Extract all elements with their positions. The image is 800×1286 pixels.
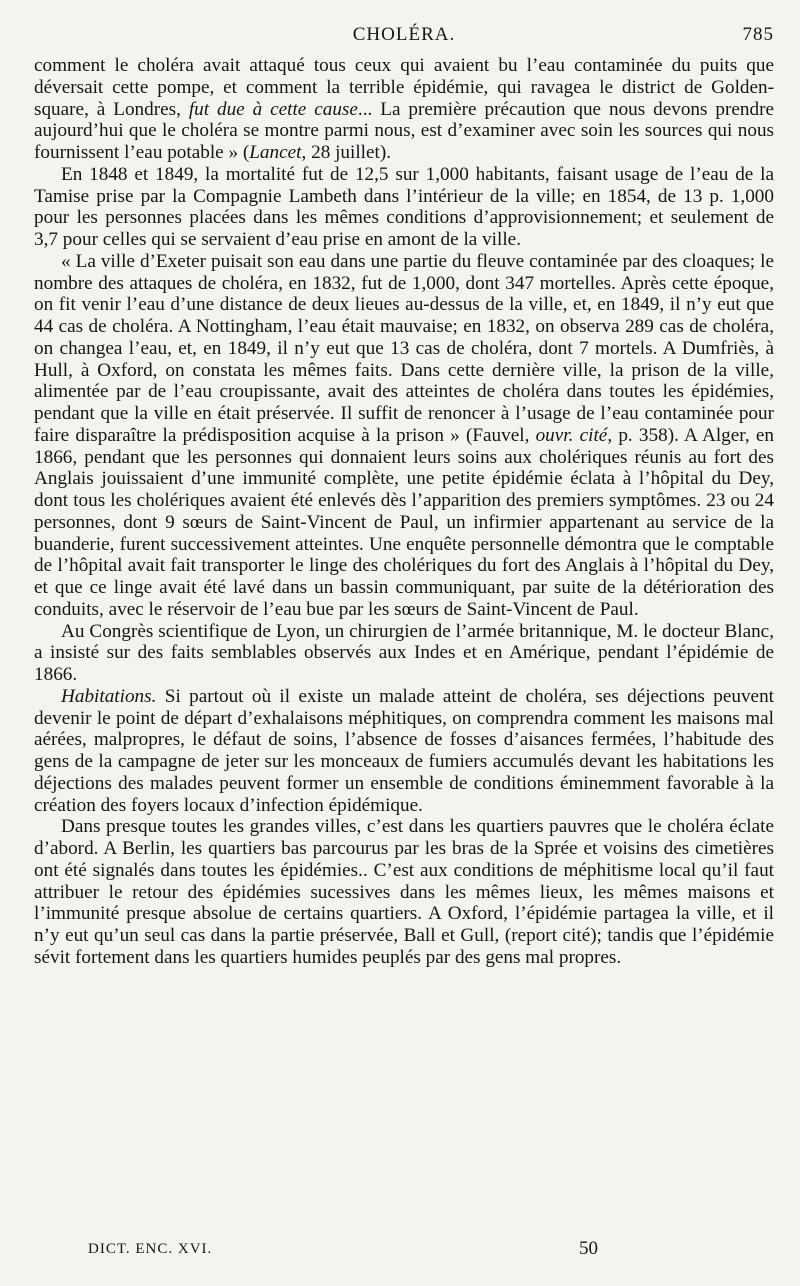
italic-text: Lancet: [249, 142, 302, 163]
italic-text: fut due à cette cause: [188, 98, 358, 120]
text-run: « La ville d’Exeter puisait son eau dans une partie du fleuve contaminée par des cloaques; le nombre des attaques de choléra, en 1832, fut de 1,000, dont 347 mortelles. Après cette époque, on fit venir l’eau d’une distance de deux lieues au-dessus de la ville, et, en 1849, il n’y eut que 44 cas de choléra. A Nottingham, l’eau était mauvaise; en 1832, on observa 289 cas de choléra, on changea l’eau, et, en 1849, il n’y eut que 13 cas de choléra, dont 7 mortels. A Dumfriès, à Hull, à Oxford, on constata les mêmes faits. Dans cette dernière ville, la prison de la ville, alimentée par de l’eau croupissante, avait des atteintes de choléra dans toutes les épidémies, pendant que la ville en était préservée. Il suffit de renoncer à l’usage de l’eau contaminée pour faire disparaître la prédisposition acquise à la prison » (Fauvel,: [34, 250, 774, 446]
paragraph: [34, 55, 774, 164]
page: [34, 0, 774, 1286]
text-run: Dans presque toutes les grandes villes, c’est dans les quartiers pauvres que le choléra éclate d’abord. A Berlin, les quartiers bas parcourus par les bras de la Sprée et voisins des cimetières ont été signalés dans toutes les épidémies.. C’est aux conditions de méphitisme local qu’il faut attribuer le retour des épidémies sucessives dans les mêmes lieux, les mêmes maisons et l’immunité presque absolue de certains quartiers. A Oxford, l’épidémie partagea la ville, et il n’y eut qu’un seul cas dans la partie préservée, Ball et Gull, (report cité); tandis que l’épidémie sévit fortement dans les quartiers humides peuplés par des gens mal propres.: [34, 816, 774, 968]
text-run: ... La première précaution que nous devons prendre aujourd’hui que le choléra se montre parmi nous, est d’examiner avec soin les sources qui nous fournissent l’eau potable » (: [34, 98, 775, 163]
paragraph: [34, 251, 774, 621]
page-number: 785: [742, 24, 774, 45]
text-run: comment le choléra avait attaqué tous ceux qui avaient bu l’eau contaminée du puits que déversait cette pompe, et comment la terrible épidémie, qui ravagea le district de Golden-square, à Londres,: [34, 55, 774, 120]
signature-mark: DICT. ENC. XVI.: [88, 1241, 213, 1257]
italic-text: ouvr. cité: [535, 424, 608, 446]
text-run: Au Congrès scientifique de Lyon, un chirurgien de l’armée britannique, M. le docteur Blanc, a insisté sur des faits semblables observés aux Indes et en Amérique, pendant l’épidémie de 1866.: [34, 620, 774, 685]
text-run: , 28 juillet).: [301, 142, 392, 163]
text-run: , p. 358). A Alger, en 1866, pendant que les personnes qui donnaient leurs soins aux cholériques réunis au fort des Anglais jouissaient d’une immunité complète, une petite épidémie éclata à l’hôpital du Dey, dont tous les cholériques avaient été enlevés dès l’apparition des premiers symptômes. 23 ou 24 personnes, dont 9 sœurs de Saint-Vincent de Paul, un infirmier appartenant au service de la buanderie, furent successivement atteintes. Une enquête personnelle démontra que le comptable de l’hôpital avait fait transporter le linge des cholériques du fort des Anglais à l’hôpital du Dey, et que ce linge avait été lavé dans un bassin communiquant, par suite de la détérioration des conduits, avec le réservoir de l’eau bue par les sœurs de Saint-Vincent de Paul.: [34, 424, 774, 620]
page-footer: [34, 1238, 774, 1268]
italic-text: Habitations.: [61, 685, 157, 707]
paragraph: [34, 686, 774, 817]
sheet-number: 50: [579, 1238, 598, 1259]
paragraph: [34, 621, 774, 686]
running-head: [34, 24, 774, 54]
text-run: Si partout où il existe un malade atteint de choléra, ses déjections peuvent devenir le point de départ d’exhalaisons méphitiques, on comprendra comment les maisons mal aérées, malpropres, le défaut de soins, l’absence de fosses d’aisances fermées, l’habitude des gens de la campagne de jeter sur les monceaux de fumiers accumulés devant les habitations les déjections des malades peuvent former un ensemble de conditions éminemment favorable à la création des foyers locaux d’infection épidémique.: [34, 685, 774, 816]
paragraph: [34, 164, 774, 251]
body-text: [34, 55, 774, 969]
paragraph: [34, 816, 774, 968]
running-title: CHOLÉRA.: [352, 24, 456, 45]
text-run: En 1848 et 1849, la mortalité fut de 12,5 sur 1,000 habitants, faisant usage de l’eau de la Tamise prise par la Compagnie Lambeth dans l’intérieur de la ville; en 1854, de 13 p. 1,000 pour les personnes placées dans les mêmes conditions d’approvisionnement; et seulement de 3,7 pour celles qui se servaient d’eau prise en amont de la ville.: [34, 163, 774, 250]
